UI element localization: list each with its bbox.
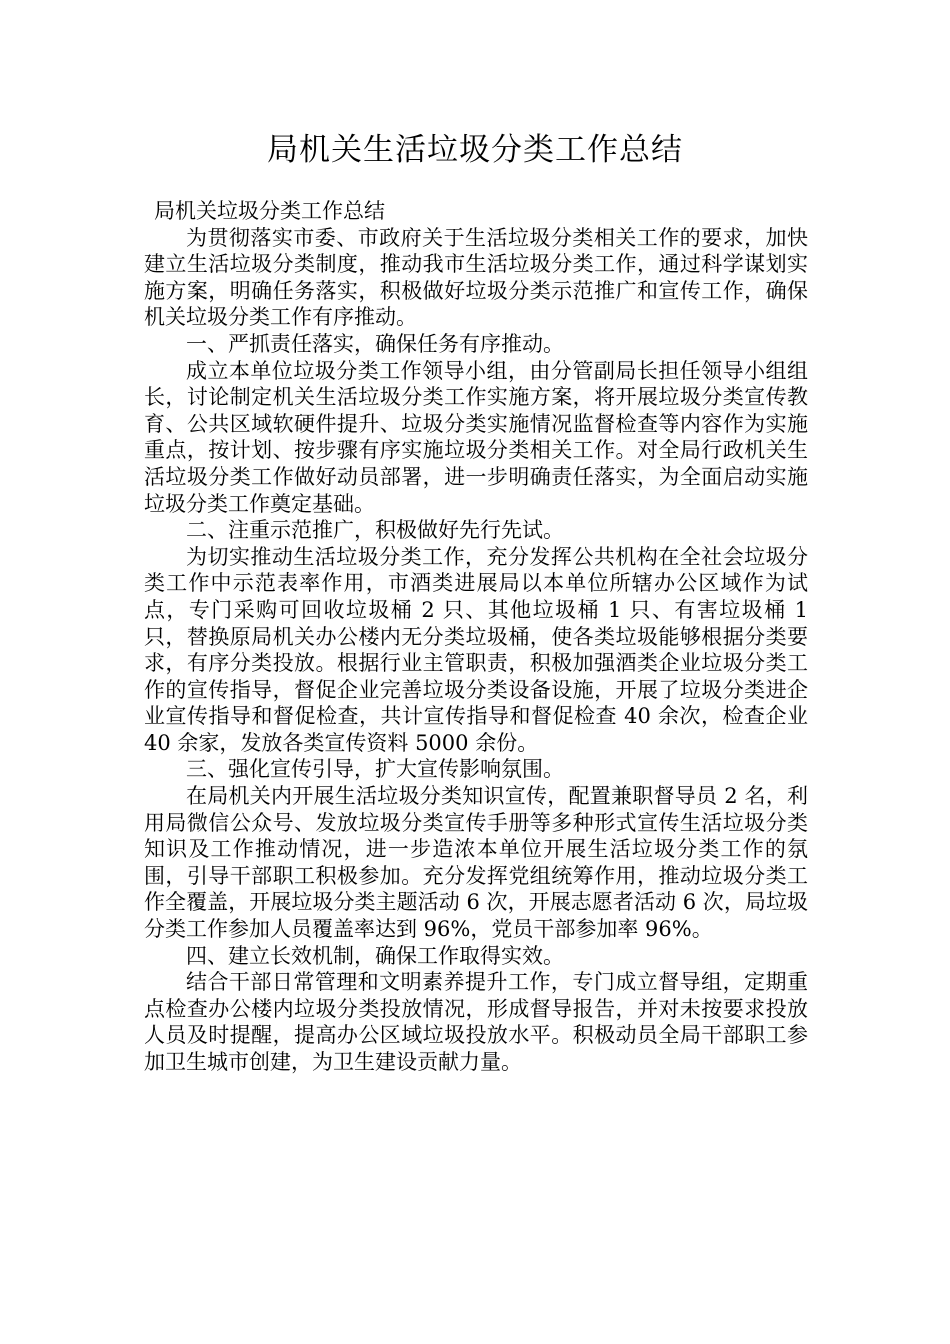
document-body: [144, 198, 808, 1076]
section-paragraph-2: 为切实推动生活垃圾分类工作，充分发挥公共机构在全社会垃圾分类工作中示范表率作用，市酒类进展局以本单位所辖办公区域作为试点，专门采购可回收垃圾桶 2 只、其他垃圾桶 1 只、有害垃圾桶 1 只，替换原局机关办公楼内无分类垃圾桶，使各类垃圾能够根据分类要求，有序分类投放。根据行业主管职责，积极加强酒类企业垃圾分类工作的宣传指导，督促企业完善垃圾分类设备设施，开展了垃圾分类进企业宣传指导和督促检查，共计宣传指导和督促检查 40 余次，检查企业 40 余家，发放各类宣传资料 5000 余份。: [144, 544, 808, 755]
section-heading-1: 一、严抓责任落实，确保任务有序推动。: [186, 331, 564, 356]
section-heading-2: 二、注重示范推广，积极做好先行先试。: [186, 518, 564, 543]
intro-paragraph: 为贯彻落实市委、市政府关于生活垃圾分类相关工作的要求，加快建立生活垃圾分类制度，推动我市生活垃圾分类工作，通过科学谋划实施方案，明确任务落实，积极做好垃圾分类示范推广和宣传工作，确保机关垃圾分类工作有序推动。: [144, 225, 808, 330]
section-paragraph-4: 结合干部日常管理和文明素养提升工作，专门成立督导组，定期重点检查办公楼内垃圾分类投放情况，形成督导报告，并对未按要求投放人员及时提醒，提高办公区域垃圾投放水平。积极动员全局干部职工参加卫生城市创建，为卫生建设贡献力量。: [144, 970, 808, 1074]
section-paragraph-1: 成立本单位垃圾分类工作领导小组，由分管副局长担任领导小组组长，讨论制定机关生活垃圾分类工作实施方案，将开展垃圾分类宣传教育、公共区域软硬件提升、垃圾分类实施情况监督检查等内容作为实施重点，按计划、按步骤有序实施垃圾分类相关工作。对全局行政机关生活垃圾分类工作做好动员部署，进一步明确责任落实，为全面启动实施垃圾分类工作奠定基础。: [144, 358, 808, 516]
document-subtitle: 局机关垃圾分类工作总结: [154, 199, 385, 223]
section-heading-4: 四、建立长效机制，确保工作取得实效。: [186, 943, 564, 968]
section-heading-3: 三、强化宣传引导，扩大宣传影响氛围。: [186, 757, 564, 782]
document-title: 局机关生活垃圾分类工作总结: [267, 132, 683, 168]
section-paragraph-3: 在局机关内开展生活垃圾分类知识宣传，配置兼职督导员 2 名，利用局微信公众号、发放垃圾分类宣传手册等多种形式宣传生活垃圾分类知识及工作推动情况，进一步造浓本单位开展生活垃圾分类工作的氛围，引导干部职工积极参加。充分发挥党组统筹作用，推动垃圾分类工作全覆盖，开展垃圾分类主题活动 6 次，开展志愿者活动 6 次，局垃圾分类工作参加人员覆盖率达到 96%，党员干部参加率 96%。: [144, 784, 808, 942]
